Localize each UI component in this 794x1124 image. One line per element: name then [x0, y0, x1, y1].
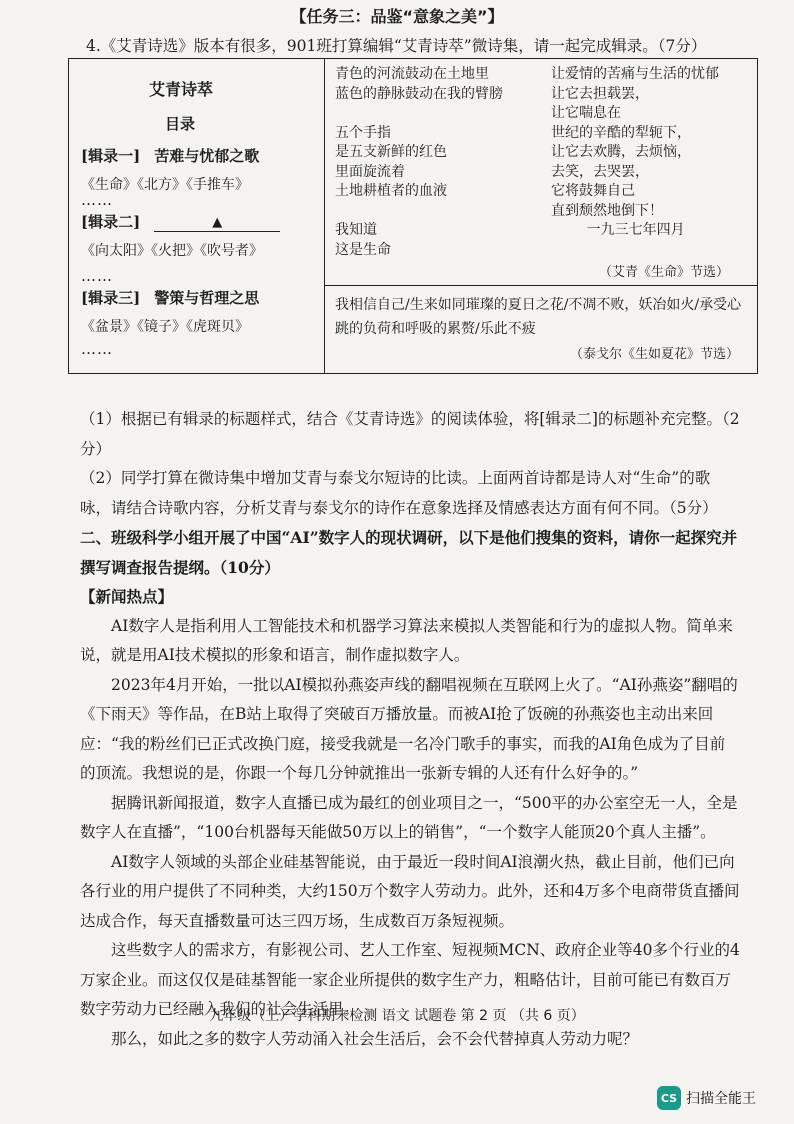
poem-tagore: 我相信自己/生来如同璀璨的夏日之花/不凋不败，妖冶如火/承受心跳的负荷和呼吸的累赘/乐此不疲 [335, 297, 742, 337]
scanner-badge-label: 扫描全能王 [686, 1091, 756, 1107]
sub-question-2: （2）同学打算在微诗集中增加艾青与泰戈尔短诗的比读。上面两首诗都是诗人对“生命”的歌咏，请结合诗歌内容，分析艾青与泰戈尔的诗作在意象选择及情感表达方面有何不同。（5分） [80, 469, 718, 517]
poem-ai-qing-col2: 让爱情的苦痛与生活的忧郁 让它去担载罢， 让它喘息在 世纪的辛酷的犁轭下， 让它去欢腾，去烦恼， 去笑，去哭罢， 它将鼓舞自己 直到颓然地倒下！ 一九三七年四月 [551, 66, 719, 238]
news-label: 【新闻热点】 [80, 587, 174, 606]
group-dots: …… [81, 267, 113, 285]
group-books: 《盆景》《镜子》《虎斑贝》 [81, 319, 249, 335]
paragraph: 这些数字人的需求方，有影视公司、艺人工作室、短视频MCN、政府企业等40多个行业的4万家企业。而这仅仅是硅基智能一家企业所提供的数字生产力，粗略估计，目前可能已有数百万数字劳动力已经融入我们的社会生活里。 [80, 941, 740, 1018]
sub-question-1: （1）根据已有辑录的标题样式，结合《艾青诗选》的阅读体验，将[辑录二]的标题补充完整。（2分） [80, 410, 740, 458]
toc-group-2 [81, 191, 321, 260]
poem-ai-qing-citation: （艾青《生命》节选） [599, 265, 730, 280]
toc-subtitle: 目录 [165, 115, 196, 133]
triangle-marker-icon: ▲ [212, 215, 223, 230]
group-tag: [辑录二] [81, 213, 141, 231]
paragraph: AI数字人是指利用人工智能技术和机器学习算法来模拟人类智能和行为的虚拟人物。简单来说，就是用AI技术模拟的形象和语言，制作虚拟数字人。 [80, 616, 733, 664]
poem-ai-qing-col1: 青色的河流鼓动在土地里 蓝色的静脉鼓动在我的臂膀 五个手指 是五支新鲜的红色 里面旋流着 土地耕植者的血液 我知道 这是生命 [335, 66, 503, 258]
toc-title: 艾青诗萃 [149, 80, 214, 99]
panel-divider-vertical [324, 59, 325, 373]
toc-group-3 [81, 267, 321, 358]
group-books: 《向太阳》《火把》《吹号者》 [81, 243, 263, 259]
panel-divider-horizontal [324, 285, 757, 286]
page-footer: 九年级（上）学科期末检测 语文 试题卷 第 2 页 （共 6 页） [209, 1008, 585, 1024]
group-heading: 警策与哲理之思 [154, 289, 260, 307]
group-tag: [辑录三] [81, 289, 141, 307]
group-books: 《生命》《北方》《手推车》 [81, 177, 249, 193]
scanner-badge [657, 1086, 756, 1110]
group-dots: …… [81, 191, 113, 209]
paragraph: 2023年4月开始，一批以AI模拟孙燕姿声线的翻唱视频在互联网上火了。“AI孙燕姿”翻唱的《下雨天》等作品，在B站上取得了突破百万播放量。而被AI抢了饭碗的孙燕姿也主动出来回应：“我的粉丝们已正式改换门庭，接受我就是一名冷门歌手的事实，而我的AI角色成为了目前的顶流。我想说的是，你跟一个每几分钟就推出一张新专辑的人还有什么好争的。” [80, 675, 738, 782]
group-dots: …… [81, 340, 113, 358]
section-2-heading: 二、班级科学小组开展了中国“AI”数字人的现状调研，以下是他们搜集的资料，请你一起探究并撰写调查报告提纲。（10分） [80, 528, 738, 577]
body-text [80, 405, 740, 1054]
group-heading: 苦难与忧郁之歌 [154, 147, 260, 165]
group-tag: [辑录一] [81, 147, 141, 165]
camscanner-logo-icon: CS [657, 1086, 681, 1110]
paragraph: 据腾讯新闻报道，数字人直播已成为最红的创业项目之一，“500平的办公室空无一人，全是数字人在直播”，“100台机器每天能做50万以上的销售”，“一个数字人能顶20个真人主播”。 [80, 793, 738, 841]
poem-tagore-citation: （泰戈尔《生如夏花》节选） [569, 347, 739, 362]
answer-blank[interactable] [154, 215, 280, 232]
paragraph: 那么，如此之多的数字人劳动涌入社会生活后，会不会代替掉真人劳动力呢？ [111, 1029, 639, 1048]
task-title: 【任务三：品鉴“意象之美”】 [290, 7, 504, 26]
question-4: 4.《艾青诗选》版本有很多，901班打算编辑“艾青诗萃”微诗集，请一起完成辑录。（7分） [86, 37, 707, 55]
paragraph: AI数字人领域的头部企业硅基智能说，由于最近一段时间AI浪潮火热，截止目前，他们已向各行业的用户提供了不同种类，大约150万个数字人劳动力。此外，还和4万多个电商带货直播间达成合作，每天直播数量可达三四万场，生成数百万条短视频。 [80, 852, 740, 930]
poem-panel [68, 58, 758, 374]
toc-group-1 [81, 145, 321, 194]
